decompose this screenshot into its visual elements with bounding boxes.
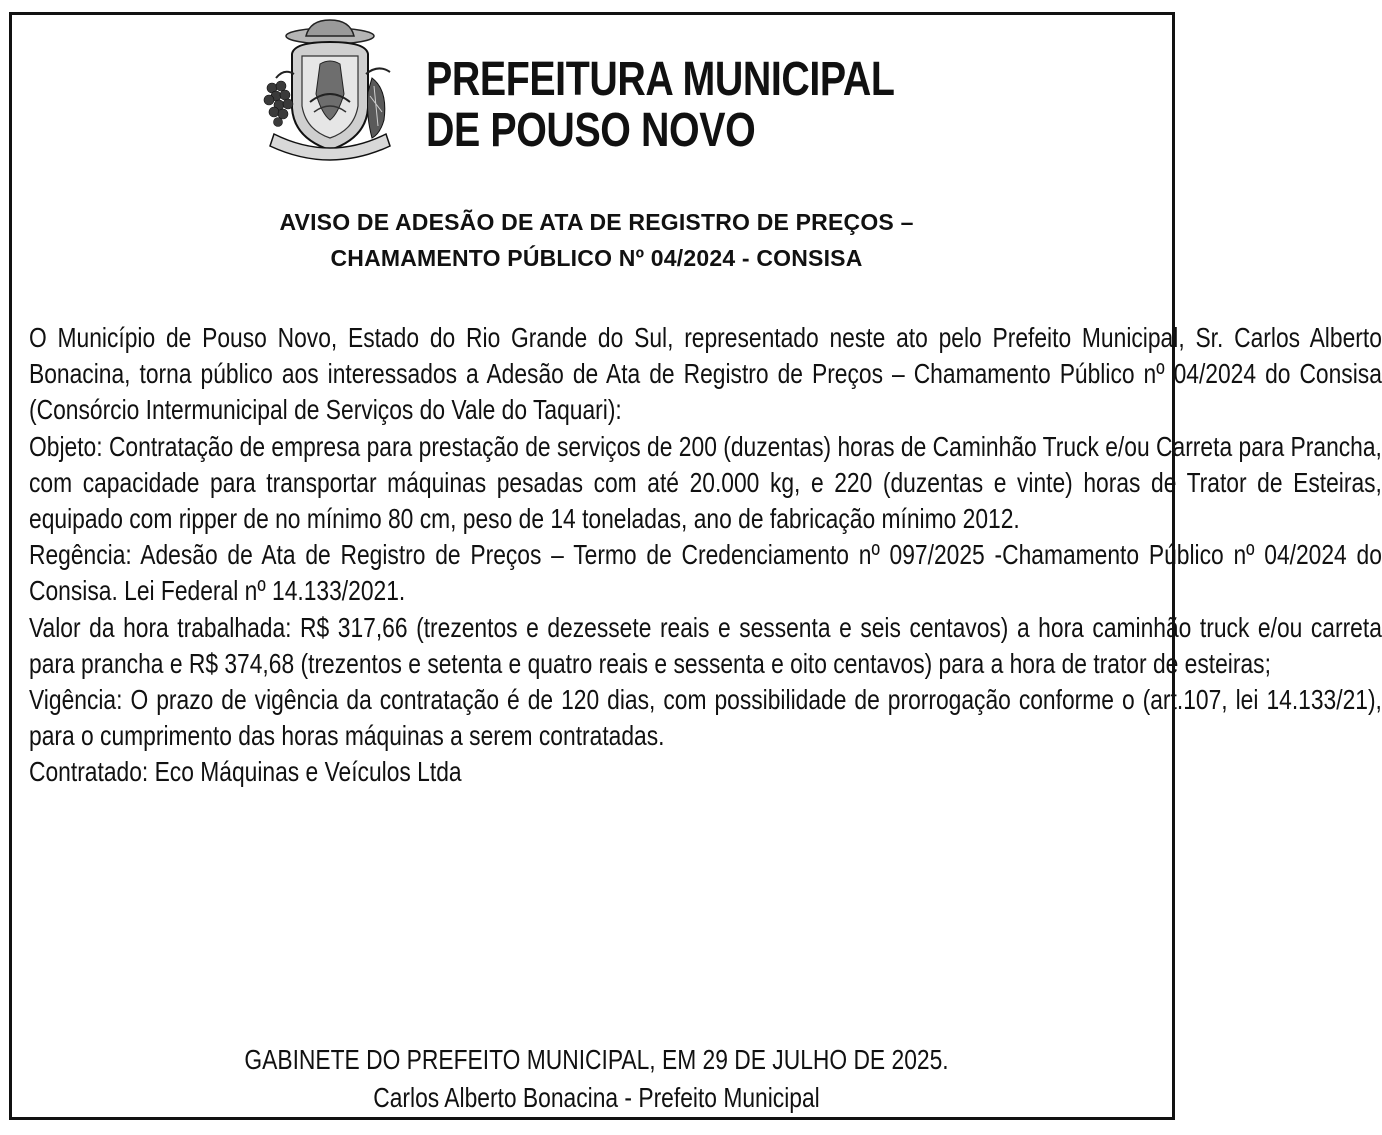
page-title-line2: DE POUSO NOVO [426, 104, 756, 157]
objeto-paragraph: Objeto: Contratação de empresa para prestação de serviços de 200 (duzentas) horas de Caminhão Truck e/ou Carreta para Prancha, com capacidade para transportar máquinas pesadas com até 20.000 kg, e 220 (duzentas e vinte) horas de Trator de Esteiras, equipado com ripper de no mínimo 80 cm, peso de 14 toneladas, ano de fabricação mínimo 2012. [29, 430, 1382, 535]
notice-body [29, 320, 1382, 791]
valor-paragraph: Valor da hora trabalhada: R$ 317,66 (trezentos e dezessete reais e sessenta e seis centavos) a hora caminhão truck e/ou carreta para prancha e R$ 374,68 (trezentos e setenta e quatro reais e sessenta e oito centavos) para a hora de trator de esteiras; [29, 611, 1382, 679]
intro-paragraph: O Município de Pouso Novo, Estado do Rio Grande do Sul, representado neste ato pelo Prefeito Municipal, Sr. Carlos Alberto Bonacina, torna público aos interessados a Adesão de Ata de Registro de Preços – Chamamento Público nº 04/2024 do Consisa (Consórcio Intermunicipal de Serviços do Vale do Taquari): [29, 322, 1382, 426]
notice-heading-line2: CHAMAMENTO PÚBLICO Nº 04/2024 - CONSISA [330, 245, 863, 271]
office-date-line: GABINETE DO PREFEITO MUNICIPAL, EM 29 DE JULHO DE 2025. [244, 1044, 949, 1075]
signatory-line: Carlos Alberto Bonacina - Prefeito Municipal [373, 1082, 820, 1113]
page-title-line1: PREFEITURA MUNICIPAL [426, 53, 895, 106]
page-title [426, 54, 894, 156]
regencia-paragraph: Regência: Adesão de Ata de Registro de Preços – Termo de Credenciamento nº 097/2025 -Chamamento Público nº 04/2024 do Consisa. Lei Federal nº 14.133/2021. [29, 539, 1382, 607]
signature-block [0, 1041, 1193, 1117]
municipal-crest-icon [254, 16, 404, 166]
notice-heading [0, 204, 1193, 276]
notice-heading-line1: AVISO DE ADESÃO DE ATA DE REGISTRO DE PREÇOS – [279, 209, 914, 235]
vigencia-paragraph: Vigência: O prazo de vigência da contratação é de 120 dias, com possibilidade de prorrogação conforme o (art.107, lei 14.133/21), para o cumprimento das horas máquinas a serem contratadas. [29, 684, 1382, 752]
contratado-paragraph: Contratado: Eco Máquinas e Veículos Ltda [29, 756, 462, 788]
